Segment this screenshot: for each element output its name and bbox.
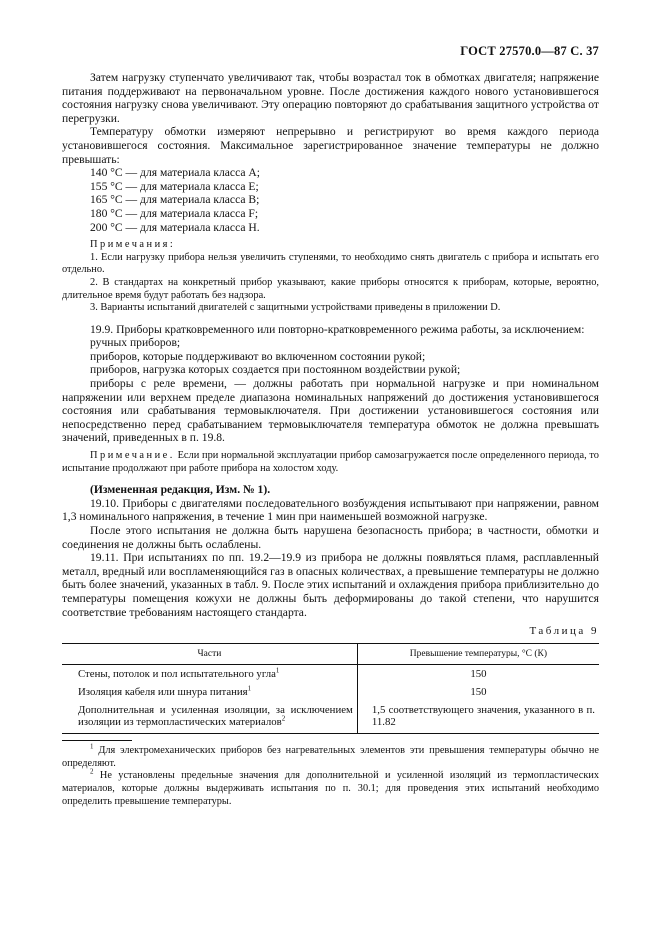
footnote-number: 1 — [90, 742, 94, 751]
table-row — [62, 665, 599, 684]
paragraph: 19.10. Приборы с двигателями последовательного возбуждения испытывают при напряжении, равном 1,3 номинального напряжения, в течение 1 мин при наименьшей возможной нагрузке. — [62, 496, 599, 524]
page-header: ГОСТ 27570.0—87 С. 37 — [460, 44, 599, 58]
paragraph: 19.9. Приборы кратковременного или повторно-кратковременного режима работы, за исключением: — [90, 322, 585, 336]
temperature-item: 140 °С — для материала класса А; — [90, 166, 260, 180]
footnote-number: 2 — [90, 767, 94, 776]
temperature-item: 180 °С — для материала класса F; — [90, 206, 259, 220]
footnote-text: Не установлены предельные значения для дополнительной и усиленной изоляций из термопластических материалов, которые должны выдерживать испытания по п. 30.1; для проведения этих испытаний необходимо определить превышение температуры. — [62, 770, 599, 807]
temperature-item: 165 °С — для материала класса В; — [90, 193, 260, 207]
paragraph: Температуру обмотки измеряют непрерывно и регистрируют во время каждого периода установившегося состояния. Максимальное зарегистрированное значение температуры не должно превышать: — [62, 125, 599, 166]
table-cell-value: 150 — [470, 686, 487, 699]
temperature-item: 200 °С — для материала класса Н. — [90, 220, 260, 234]
footnote-divider — [62, 740, 132, 741]
table-cell-part: Изоляция кабеля или шнура питания — [78, 686, 248, 699]
paragraph: После этого испытания не должна быть нарушена безопасность прибора; в частности, обмотки и соединения не должны быть ослаблены. — [62, 524, 599, 551]
table-row — [62, 701, 599, 734]
table-9 — [62, 643, 599, 734]
paragraph: 19.11. При испытаниях по пп. 19.2—19.9 из прибора не должны появляться пламя, расплавленный металл, вредный или воспламеняющийся газ в опасных количествах, а превышение температуры не должно быть более значений, указанных в табл. 9. После этих испытаний и охлаждения прибора приблизительно до температуры помещения кожухи не должны быть деформированы до такой степени, что нарушится соответствие требованиям настоящего стандарта. — [62, 551, 599, 619]
table-cell-value: 150 — [470, 668, 487, 681]
column-header: Части — [62, 644, 357, 665]
footnote-ref: 2 — [281, 714, 286, 723]
notes-title: Примечания: — [90, 239, 176, 251]
footnote-ref: 1 — [247, 684, 252, 693]
table-caption: Таблица 9 — [529, 625, 599, 638]
table-cell-part: Стены, потолок и пол испытательного угла — [78, 668, 276, 681]
table-cell-value: 1,5 соответствующего значения, указанного в п. 11.82 — [357, 701, 599, 734]
list-item: ручных приборов; — [90, 336, 181, 350]
note-item: 1. Если нагрузку прибора нельзя увеличить ступенями, то необходимо снять двигатель с прибора и испытать его отдельно. — [62, 251, 599, 276]
note-item: 3. Варианты испытаний двигателей с защитными устройствами приведены в приложении D. — [90, 302, 501, 314]
paragraph: приборы с реле времени, — должны работать при нормальной нагрузке и при номинальном напряжении или верхнем пределе диапазона номинальных напряжений до достижения установившегося состояния или срабатывания термовыключателя. При достижении установившегося состояния или непосредственно перед срабатыванием термовыключателя температура обмоток не должна превышать значений, приведенных в п. 19.8. — [62, 377, 599, 445]
paragraph: Затем нагрузку ступенчато увеличивают так, чтобы возрастал ток в обмотках двигателя; напряжение питания поддерживают на первоначальном уровне. После достижения каждого нового установившегося состояния нагрузку снова увеличивают. Эту операцию повторяют до срабатывания защитного устройства от перегрузки. — [62, 71, 599, 125]
footnotes — [62, 742, 599, 808]
footnote-text: Для электромеханических приборов без нагревательных элементов эти превышения температуры обычно не определяют. — [62, 745, 599, 769]
table-row — [62, 683, 599, 701]
note-item: 2. В стандартах на конкретный прибор указывают, какие приборы относятся к приборам, которые, вероятно, длительное время будут работать без надзора. — [62, 276, 599, 301]
footnote-ref: 1 — [275, 666, 280, 675]
list-item: приборов, нагрузка которых создается при постоянном воздействии рукой; — [90, 363, 461, 377]
column-header: Превышение температуры, °С (К) — [357, 644, 599, 665]
list-item: приборов, которые поддерживают во включенном состоянии рукой; — [90, 349, 426, 363]
table-cell-part: Дополнительная и усиленная изоляции, за исключением изоляции из термопластических материалов — [78, 704, 353, 729]
note-block — [62, 450, 599, 475]
revision-note: (Измененная редакция, Изм. № 1). — [90, 483, 271, 497]
notes-block — [62, 239, 599, 315]
temperature-item: 155 °С — для материала класса Е; — [90, 179, 259, 193]
document-page — [62, 44, 599, 808]
note-title: Примечание. — [90, 450, 175, 462]
note-text: Если при нормальной эксплуатации прибор самозагружается после определенного периода, то испытание продолжают при работе прибора на холостом ходу. — [62, 450, 599, 474]
